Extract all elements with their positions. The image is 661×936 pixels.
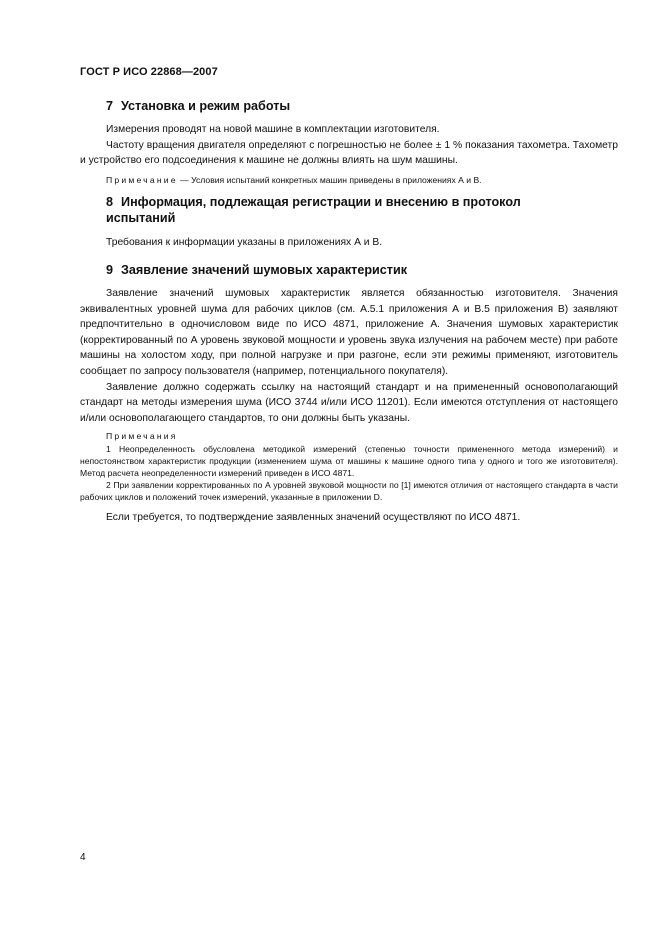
section-7-title: Установка и режим работы	[121, 99, 291, 113]
section-9-paragraph-2: Заявление должно содержать ссылку на настоящий стандарт и на примененный основополагающий стандарт на методы измерения шума (ИСО 3744 и/или ИСО 11201). Если имеются отступления от настоящего и/или основополагающего стандартов, то они должны быть указаны.	[80, 381, 618, 424]
section-7-note-text: — Условия испытаний конкретных машин приведены в приложениях А и В.	[180, 174, 482, 185]
section-9-notes-label	[80, 430, 618, 442]
section-7	[80, 98, 618, 186]
section-8-number: 8	[106, 195, 114, 209]
section-9-heading	[80, 262, 618, 278]
section-9-paragraph-1: Заявление значений шумовых характеристик является обязанностью изготовителя. Значения эквивалентных уровней шума для рабочих циклов (см. А.5.1 приложения А и В.5 приложения В) заявляют предпочтительно в одночисловом виде по ИСО 4871, приложение А. Значения шумовых характеристик (корректированный по А уровень звуковой мощности и уровень звука излучения на рабочем месте) при работе машины на холостом ходу, при полной нагрузке и при разгоне, если эти режимы применяют, изготовитель сообщает по запросу пользователя (например, потенциального покупателя).	[80, 288, 618, 377]
section-8	[80, 194, 618, 251]
section-7-paragraph-1: Измерения проводят на новой машине в комплектации изготовителя.	[106, 124, 440, 135]
section-9-closing: Если требуется, то подтверждение заявленных значений осуществляют по ИСО 4871.	[106, 511, 521, 523]
section-7-number: 7	[106, 99, 114, 113]
section-9-title: Заявление значений шумовых характеристик	[121, 263, 407, 277]
section-8-title-line-2: испытаний	[106, 211, 176, 225]
section-8-title-line-1: Информация, подлежащая регистрации и внесению в протокол	[121, 195, 521, 209]
section-8-heading-line-2	[80, 210, 618, 226]
document-code: ГОСТ Р ИСО 22868—2007	[80, 66, 218, 78]
section-9-note-2: 2 При заявлении корректированных по А уровней звуковой мощности по [1] имеются отличия от настоящего стандарта в части рабочих циклов и положений точек измерений, указанные в приложении D.	[80, 480, 618, 503]
page-number: 4	[80, 852, 86, 863]
section-9-number: 9	[106, 263, 114, 277]
section-7-note	[80, 174, 618, 186]
section-7-paragraph-2: Частоту вращения двигателя определяют с погрешностью не более ± 1 % показания тахометра. Тахометр и устройство его подсоединения к машине не должны влиять на шум машины.	[80, 139, 618, 167]
section-7-heading	[80, 98, 618, 114]
section-8-paragraph-1: Требования к информации указаны в приложениях А и В.	[106, 237, 383, 248]
section-9-notes-label-text: Примечания	[106, 431, 178, 442]
section-9-note-1: 1 Неопределенность обусловлена методикой измерений (степенью точности примененного метода измерений) и непостоянством характеристик продукции (изменением шума от машины к машине одного типа у одного и того же изготовителя). Метод расчета неопределенности измерений приведен в ИСО 4871.	[80, 443, 618, 478]
section-8-heading	[80, 194, 618, 210]
section-9	[80, 262, 618, 525]
section-7-note-label: Примечание	[106, 174, 178, 185]
